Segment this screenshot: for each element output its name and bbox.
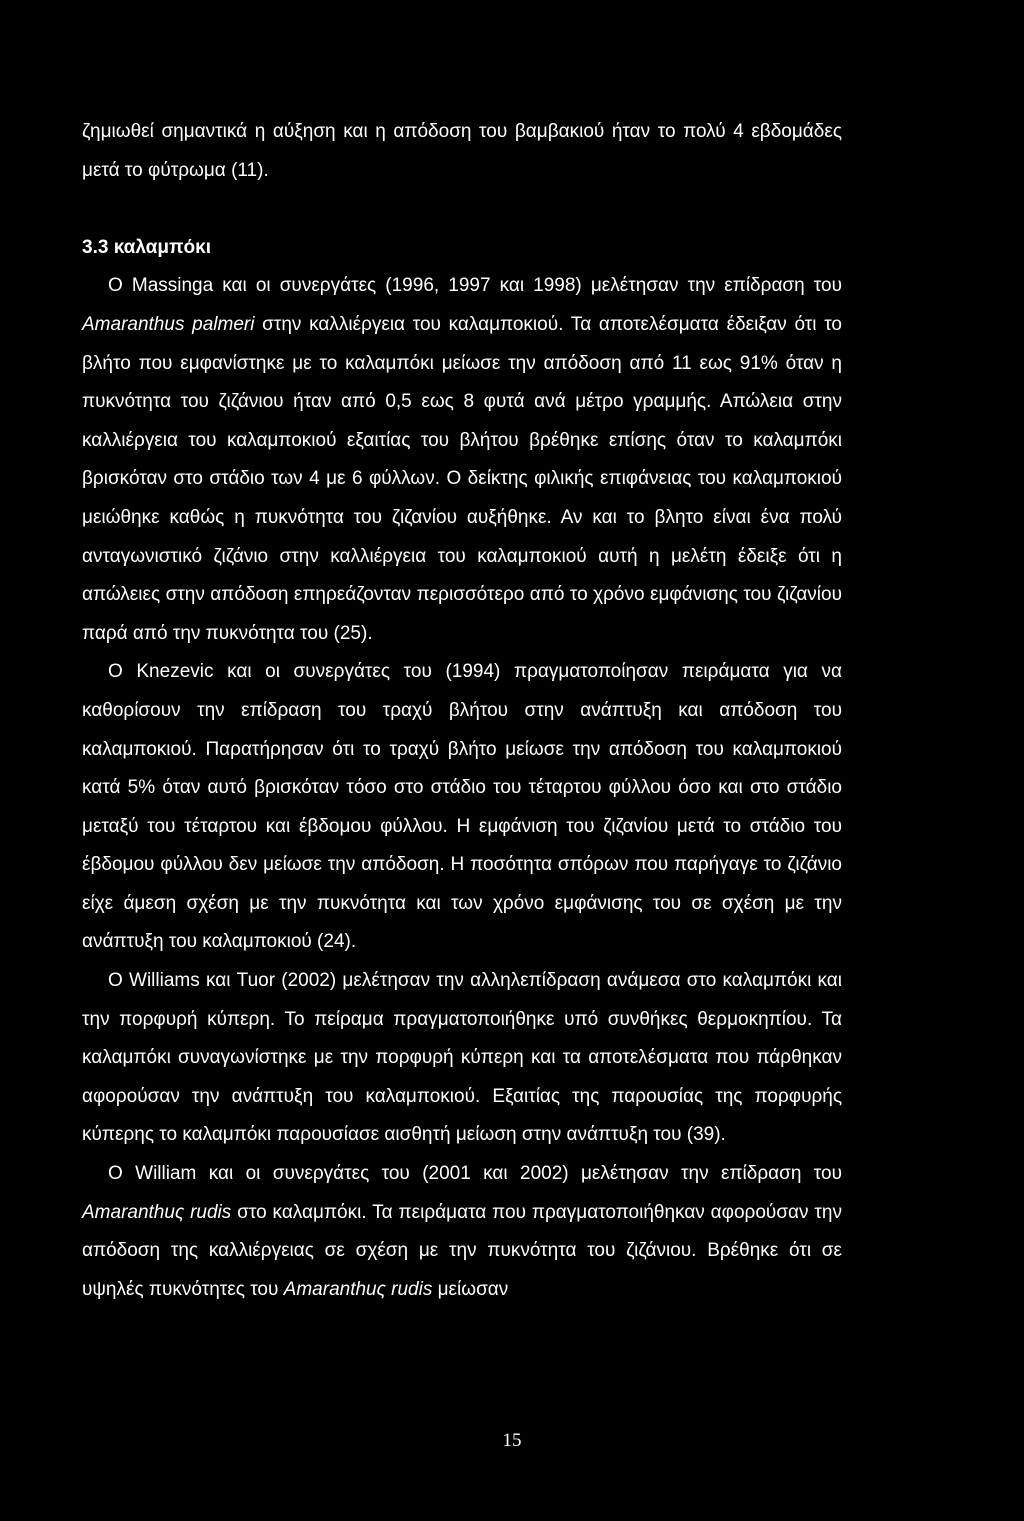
paragraph-text: στην καλλιέργεια του καλαμποκιού. Τα αποτελέσματα έδειξαν ότι το βλήτο που εμφανίστηκε με το καλαμπόκι μείωσε την απόδοση από 11 εως 91% όταν η πυκνότητα του ζιζάνιου ήταν από 0,5 εως 8 φυτά ανά μέτρο γραμμής. Απώλεια στην καλλιέργεια του καλαμποκιού εξαιτίας του βλήτου βρέθηκε επίσης όταν το καλαμπόκι βρισκόταν στο στάδιο των 4 με 6 φύλλων. Ο δείκτης φιλικής επιφάνειας του καλαμποκιού μειώθηκε καθώς η πυκνότητα του ζιζανίου αυξήθηκε. Αν και το βλητο είναι ένα πολύ ανταγωνιστικό ζιζάνιο στην καλλιέργεια του καλαμποκιού αυτή η μελέτη έδειξε ότι η απώλειες στην απόδοση επηρεάζονταν περισσότερο από το χρόνο εμφάνισης του ζιζανίου παρά από την πυκνότητα του (25). <box>82 313 842 644</box>
paragraph-text: στο καλαμπόκι. Τα πειράματα που πραγματοποιήθηκαν αφορούσαν την απόδοση της καλλιέργειας σε σχέση με την πυκνότητα του ζιζάνιου. Βρέθηκε ότι σε υψηλές πυκνότητες του <box>82 1201 842 1300</box>
paragraph-william <box>82 1155 842 1309</box>
intro-paragraph: ζημιωθεί σημαντικά η αύξηση και η απόδοση του βαμβακιού ήταν το πολύ 4 εβδομάδες μετά το φύτρωμα (11). <box>82 121 842 181</box>
species-name: Amaranthuς rudis <box>283 1278 433 1300</box>
paragraph-text: μείωσαν <box>432 1278 509 1300</box>
section-heading: 3.3 καλαμπόκι <box>82 236 212 258</box>
paragraph-knezevic: Ο Knezevic και οι συνεργάτες του (1994) πραγματοποίησαν πειράματα για να καθορίσουν την επίδραση του τραχύ βλήτου στην ανάπτυξη και απόδοση του καλαμποκιού. Παρατήρησαν ότι το τραχύ βλήτο μείωσε την απόδοση του καλαμποκιού κατά 5% όταν αυτό βρισκόταν τόσο στο στάδιο του τέταρτου φύλλου όσο και στο στάδιο μεταξύ του τέταρτου και έβδομου φύλλου. Η εμφάνιση του ζιζανίου μετά το στάδιο του έβδομου φύλλου δεν μείωσε την απόδοση. Η ποσότητα σπόρων που παρήγαγε το ζιζάνιο είχε άμεση σχέση με την πυκνότητα και των χρόνο εμφάνισης του σε σχέση με την ανάπτυξη του καλαμποκιού (24). <box>82 661 842 953</box>
paragraph-williams-tuor: Ο Williams και Tuor (2002) μελέτησαν την αλληλεπίδραση ανάμεσα στο καλαμπόκι και την πορφυρή κύπερη. Το πείραμα πραγματοποιήθηκε υπό συνθήκες θερμοκηπίου. Τα καλαμπόκι συναγωνίστηκε με την πορφυρή κύπερη και τα αποτελέσματα που πάρθηκαν αφορούσαν την ανάπτυξη του καλαμποκιού. Εξαιτίας της παρουσίας της πορφυρής κύπερης το καλαμπόκι παρουσίασε αισθητή μείωση στην ανάπτυξη του (39). <box>82 970 842 1146</box>
paragraph-massinga <box>82 267 842 653</box>
paragraph-text: Ο William και οι συνεργάτες του (2001 και 2002) μελέτησαν την επίδραση του <box>108 1163 842 1185</box>
paragraph-text: Ο Massinga και οι συνεργάτες (1996, 1997 και 1998) μελέτησαν την επίδραση του <box>108 275 842 297</box>
species-name: Amaranthus palmeri <box>82 313 255 335</box>
species-name: Amaranthuς rudis <box>82 1201 232 1223</box>
page-number: 15 <box>502 1430 522 1451</box>
body-text <box>82 113 842 1309</box>
